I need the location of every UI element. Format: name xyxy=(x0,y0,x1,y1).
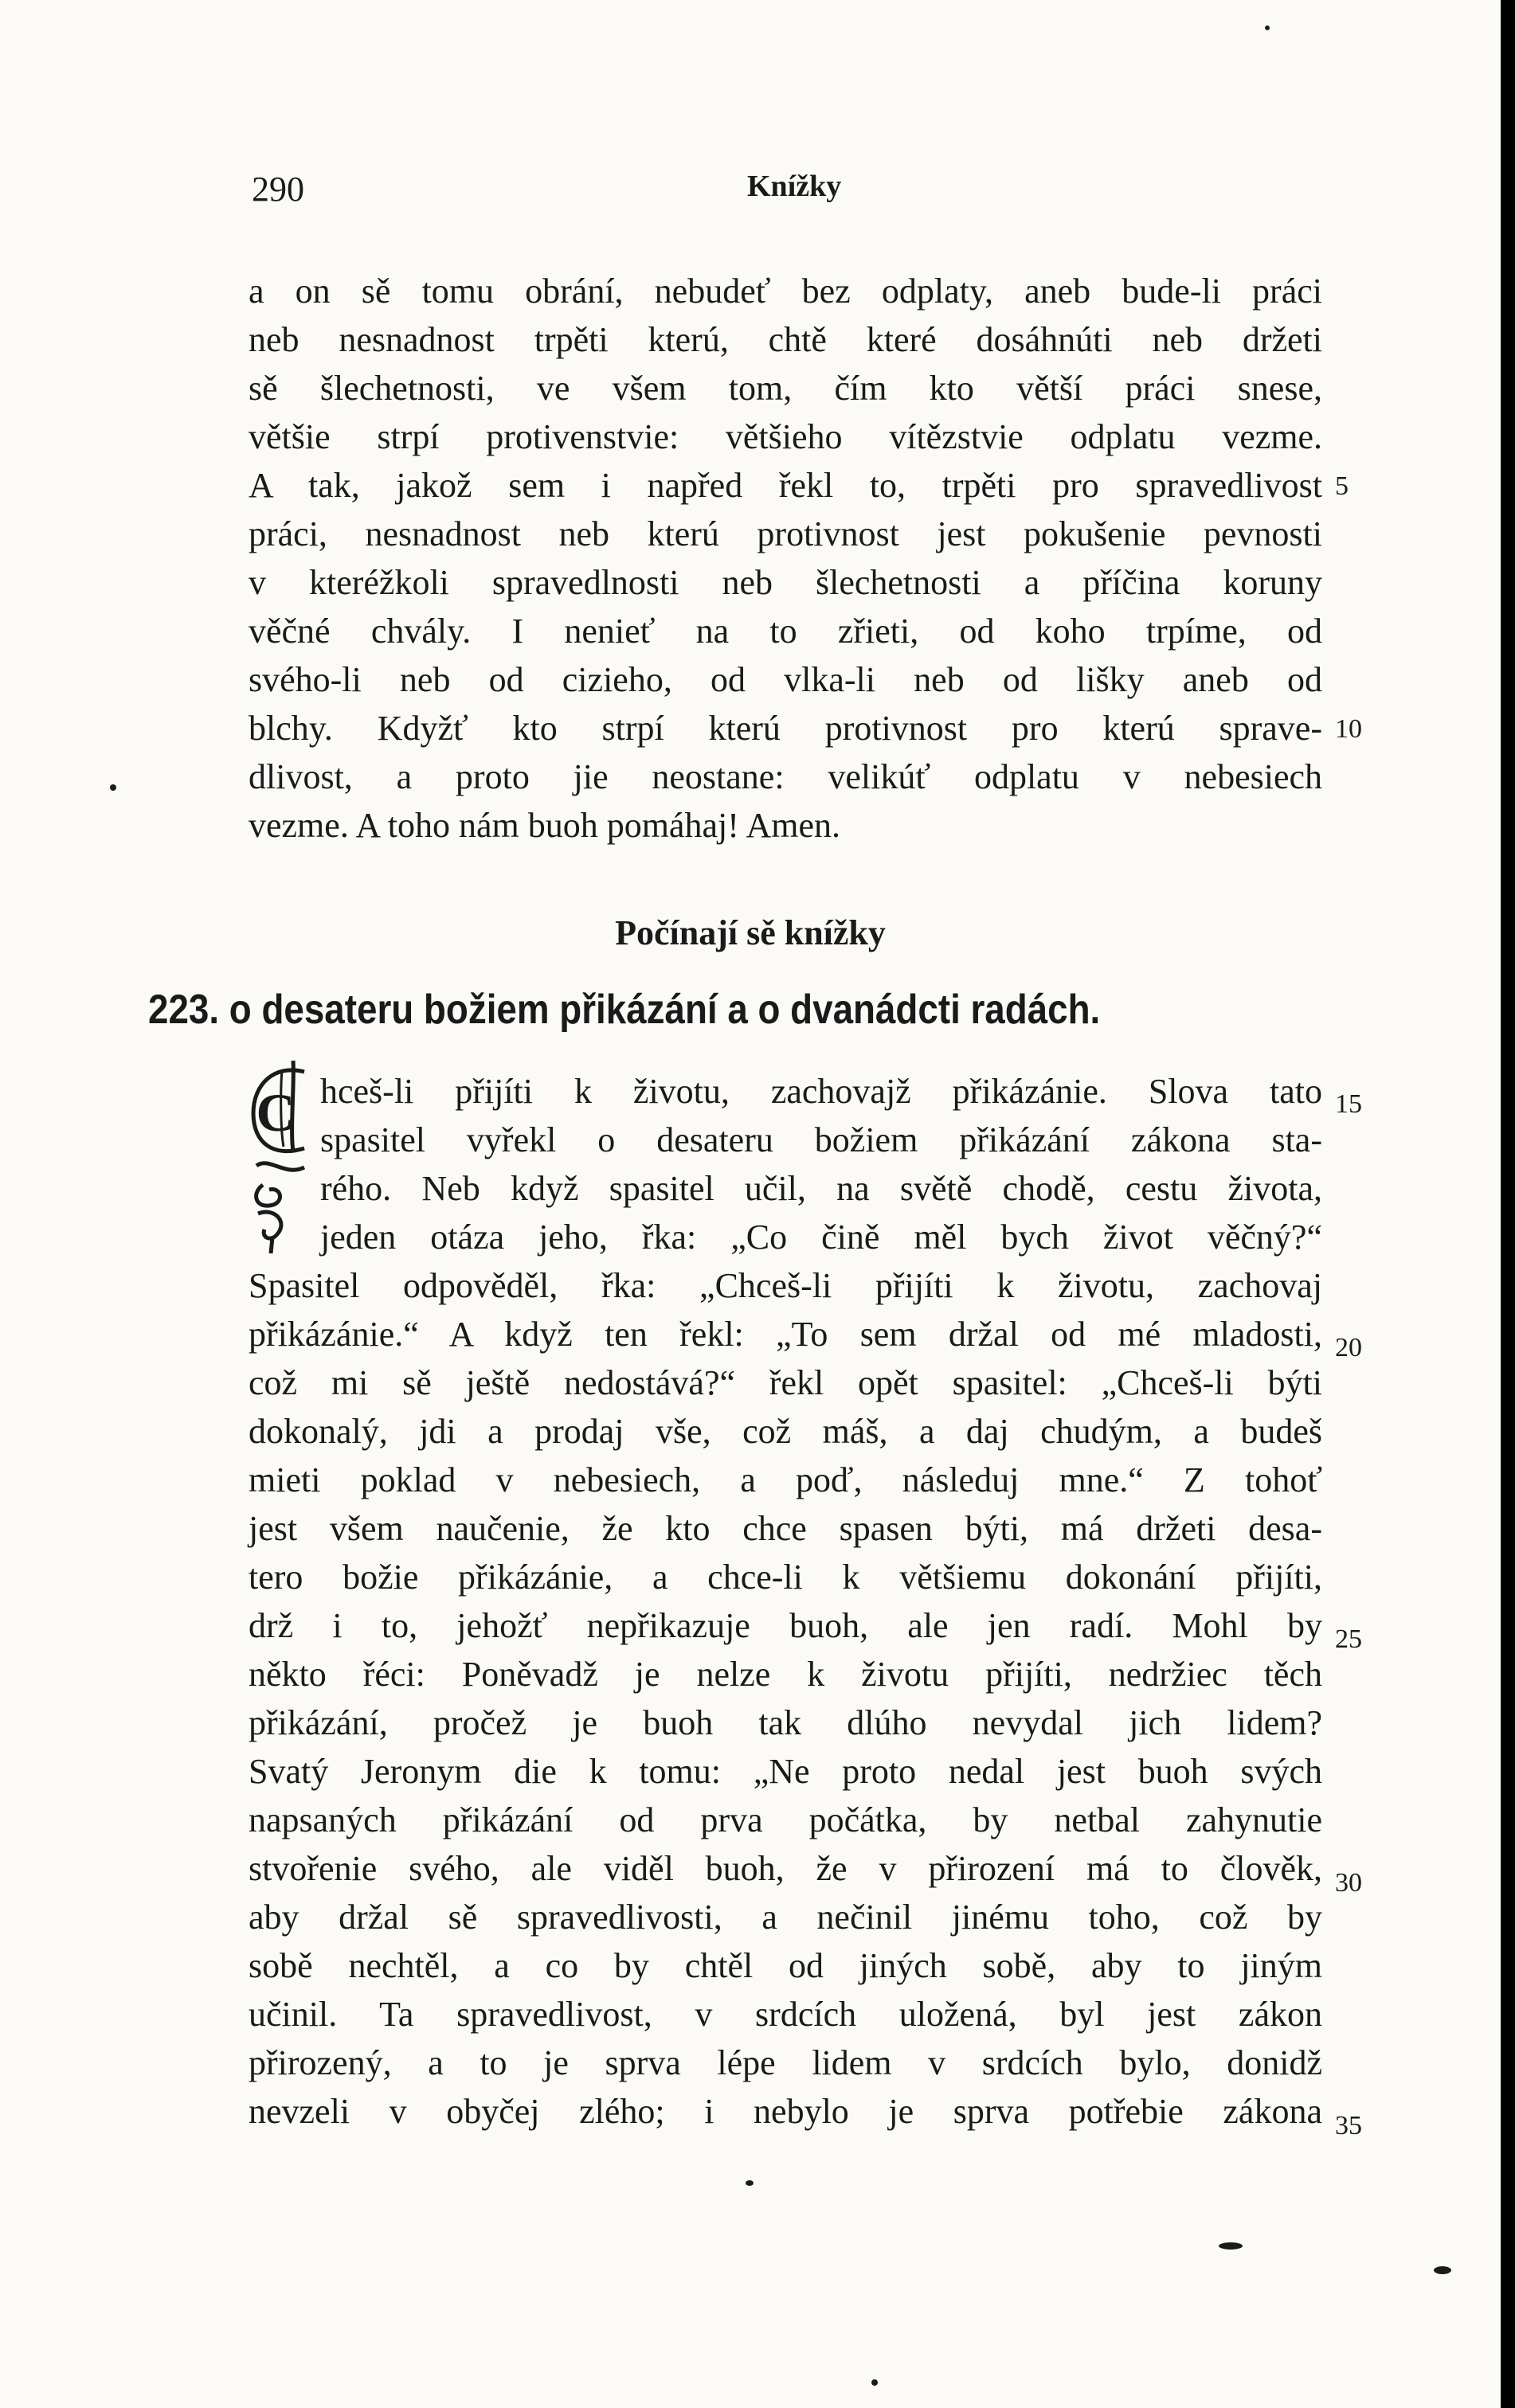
print-speck xyxy=(1219,2242,1243,2250)
text-line: jest všem naučenie, že kto chce spasen býti, má držeti desa- xyxy=(249,1509,1322,1548)
print-speck xyxy=(1434,2266,1451,2274)
print-speck xyxy=(746,2180,754,2186)
text-line: mieti poklad v nebesiech, a poď, následuj mne.“ Z tohoť xyxy=(249,1460,1322,1499)
text-line: rého. Neb když spasitel učil, na světě chodě, cestu života, xyxy=(320,1169,1322,1208)
text-line: a on sě tomu obrání, nebudeť bez odplaty, aneb bude-li práci xyxy=(249,272,1322,311)
text-line: vezme. A toho nám buoh pomáhaj! Amen. xyxy=(249,806,840,845)
text-line: drž i to, jehožť nepřikazuje buoh, ale jen radí. Mohl by xyxy=(249,1606,1322,1645)
section-heading: Počínají sě knížky xyxy=(615,913,886,952)
print-speck xyxy=(110,784,116,791)
chapter-number: 223. xyxy=(148,987,220,1033)
text-line: sobě nechtěl, a co by chtěl od jiných sobě, aby to jiným xyxy=(249,1946,1322,1985)
print-speck xyxy=(1265,25,1270,30)
paragraph-2 xyxy=(249,1067,1322,2136)
line-number: 5 xyxy=(1335,471,1349,501)
text-line: blchy. Kdyžť kto strpí kterú protivnost pro kterú sprave- xyxy=(249,709,1322,748)
text-line: sě šlechetnosti, ve všem tom, čím kto větší práci snese, xyxy=(249,369,1322,408)
text-line: v kteréžkoli spravedlnosti neb šlechetnosti a příčina koruny xyxy=(249,563,1322,602)
line-number: 10 xyxy=(1335,714,1362,744)
text-line: což mi sě ještě nedostává?“ řekl opět spasitel: „Chceš-li býti xyxy=(249,1363,1322,1402)
chapter-title: o desateru božiem přikázání a o dvanádcti radách. xyxy=(229,987,1101,1033)
text-line: dokonalý, jdi a prodaj vše, což máš, a daj chudým, a budeš xyxy=(249,1412,1322,1451)
text-line: tero božie přikázánie, a chce-li k většiemu dokonání přijíti, xyxy=(249,1558,1322,1597)
text-line: přikázánie.“ A když ten řekl: „To sem držal od mé mladosti, xyxy=(249,1315,1322,1354)
text-line: dlivost, a proto jie neostane: velikúť odplatu v nebesiech xyxy=(249,757,1322,796)
text-line: A tak, jakož sem i napřed řekl to, trpěti pro spravedlivost xyxy=(249,466,1322,505)
text-line: hceš-li přijíti k životu, zachovajž přikázánie. Slova tato xyxy=(320,1072,1322,1111)
text-line: nevzeli v obyčej zlého; i nebylo je sprva potřebie zákona xyxy=(249,2092,1322,2131)
running-head: Knížky xyxy=(747,170,842,203)
chapter-heading xyxy=(148,986,1100,1034)
text-line: Spasitel odpověděl, řka: „Chceš-li přijíti k životu, zachovaj xyxy=(249,1266,1322,1305)
text-line: neb nesnadnost trpěti kterú, chtě které dosáhnúti neb držeti xyxy=(249,320,1322,359)
text-line: přikázání, pročež je buoh tak dlúho nevydal jich lidem? xyxy=(249,1703,1322,1742)
text-line: přirozený, a to je sprva lépe lidem v srdcích bylo, donidž xyxy=(249,2043,1322,2082)
text-line: práci, nesnadnost neb kterú protivnost jest pokušenie pevnosti xyxy=(249,514,1322,553)
text-line: svého-li neb od cizieho, od vlka-li neb od lišky aneb od xyxy=(249,660,1322,699)
text-line: napsaných přikázání od prva počátka, by netbal zahynutie xyxy=(249,1800,1322,1839)
paragraph-1 xyxy=(249,267,1322,850)
text-line: jeden otáza jeho, řka: „Co čině měl bych život věčný?“ xyxy=(320,1218,1322,1257)
print-speck xyxy=(871,2379,878,2386)
text-line: Svatý Jeronym die k tomu: „Ne proto nedal jest buoh svých xyxy=(249,1752,1322,1791)
line-number: 25 xyxy=(1335,1624,1362,1654)
text-line: většie strpí protivenstvie: většieho vítězstvie odplatu vezme. xyxy=(249,417,1322,456)
drop-cap-letter: C xyxy=(256,1082,296,1143)
line-number: 30 xyxy=(1335,1868,1362,1898)
page-number: 290 xyxy=(252,170,304,209)
text-line: někto řéci: Poněvadž je nelze k životu přijíti, nedržiec těch xyxy=(249,1655,1322,1694)
line-number: 35 xyxy=(1335,2111,1362,2140)
text-line: aby držal sě spravedlivosti, a nečinil jinému toho, což by xyxy=(249,1898,1322,1937)
line-number: 15 xyxy=(1335,1089,1362,1119)
line-number: 20 xyxy=(1335,1333,1362,1362)
text-line: učinil. Ta spravedlivost, v srdcích uložená, byl jest zákon xyxy=(249,1995,1322,2034)
page-header xyxy=(0,169,1501,217)
text-line: stvořenie svého, ale viděl buoh, že v přirození má to člověk, xyxy=(249,1849,1322,1888)
text-line: spasitel vyřekl o desateru božiem přikázání zákona sta- xyxy=(320,1120,1322,1159)
text-line: věčné chvály. I nenieť na to zřieti, od koho trpíme, od xyxy=(249,612,1322,651)
